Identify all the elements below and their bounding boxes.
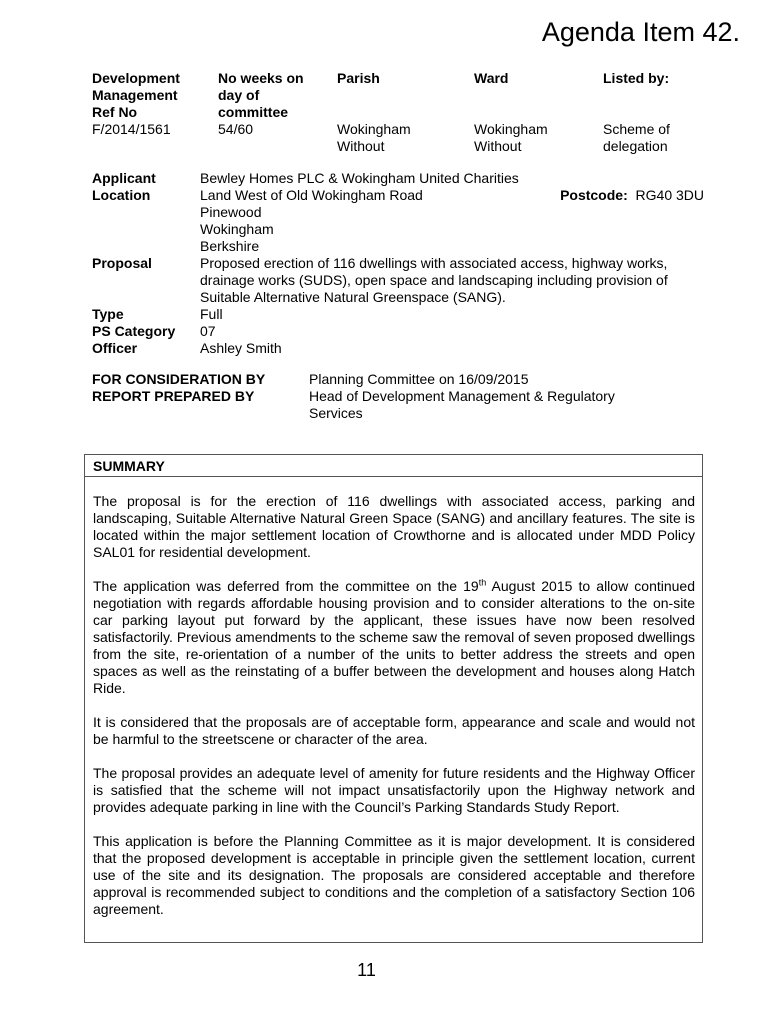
header-heading: Parish [337, 70, 380, 86]
page-number: 11 [357, 960, 376, 980]
consideration-row [92, 371, 712, 388]
header-value: 54/60 [218, 121, 254, 137]
location-label: Location [92, 187, 151, 203]
header-heading: Ward [474, 70, 509, 86]
location-row [92, 187, 712, 255]
summary-title: SUMMARY [85, 455, 702, 477]
summary-paragraph: The proposal is for the erection of 116 dwellings with associated access, parking and landscaping, Suitable Alternative Natural Green Space (SANG) and ancillary features. The site is located within the major settlement location of Crowthorne and is allocated under MDD Policy SAL01 for residential development. [93, 493, 695, 560]
applicant-value: Bewley Homes PLC & Wokingham United Charities [200, 170, 519, 186]
header-heading: Development Management Ref No [92, 70, 180, 120]
application-details [92, 170, 712, 357]
type-row [92, 306, 712, 323]
location-line: Land West of Old Wokingham Road [200, 187, 423, 203]
ps-category-value: 07 [200, 323, 216, 339]
summary-paragraph: The application was deferred from the committee on the 19th August 2015 to allow continued negotiation with regards affordable housing provision and to consider alterations to the on-site car parking layout put forward by the applicant, these issues have now been resolved satisfactorily. Previous amendments to the scheme saw the removal of seven proposed dwellings from the site, re-orientation of a number of the units to better address the streets and open spaces as well as the reinstating of a buffer between the development and houses along Hatch Ride. [93, 577, 696, 696]
report-prepared-value: Head of Development Management & Regulatory Services [309, 388, 615, 421]
summary-paragraph: This application is before the Planning Committee as it is major development. It is considered that the proposed development is acceptable in principle given the settlement location, current use of the site and its designation. The proposals are considered acceptable and therefore approval is recommended subject to conditions and the completion of a satisfactory Section 106 agreement. [93, 833, 695, 917]
proposal-value: Proposed erection of 116 dwellings with associated access, highway works, drainage works (SUDS), open space and landscaping including provision of Suitable Alternative Natural Greenspace (SANG). [200, 255, 668, 305]
consideration-block [92, 371, 712, 422]
header-col-listed-by [603, 70, 670, 155]
type-label: Type [92, 306, 124, 322]
postcode-value: RG40 3DU [635, 187, 704, 203]
agenda-item-heading: Agenda Item 42. [541, 17, 740, 47]
header-col-weeks [218, 70, 304, 138]
header-col-ref [92, 70, 180, 138]
summary-body [85, 477, 702, 918]
type-value: Full [200, 306, 223, 322]
location-line: Berkshire [200, 238, 260, 254]
summary-box [84, 454, 703, 943]
header-col-parish [337, 70, 411, 155]
header-value: F/2014/1561 [92, 121, 171, 137]
applicant-row [92, 170, 712, 187]
for-consideration-value: Planning Committee on 16/09/2015 [309, 371, 529, 387]
header-value: Scheme of delegation [603, 121, 670, 154]
header-value: Wokingham Without [337, 121, 411, 154]
officer-label: Officer [92, 340, 138, 356]
ordinal-superscript: th [478, 577, 487, 588]
for-consideration-label: FOR CONSIDERATION BY [92, 371, 266, 387]
applicant-label: Applicant [92, 170, 156, 186]
officer-row [92, 340, 712, 357]
header-col-ward [474, 70, 548, 155]
header-value: Wokingham Without [474, 121, 548, 154]
header-heading: Listed by: [603, 70, 670, 86]
location-line: Wokingham [200, 221, 274, 237]
officer-value: Ashley Smith [200, 340, 282, 356]
proposal-label: Proposal [92, 255, 152, 271]
summary-paragraph: The proposal provides an adequate level of amenity for future residents and the Highway Officer is satisfied that the scheme will not impact unsatisfactorily upon the Highway network and provides adequate parking in line with the Council’s Parking Standards Study Report. [93, 765, 695, 815]
ps-category-row [92, 323, 712, 340]
report-prepared-label: REPORT PREPARED BY [92, 388, 255, 404]
report-prepared-row [92, 388, 712, 422]
header-heading: No weeks on day of committee [218, 70, 304, 120]
ps-category-label: PS Category [92, 323, 176, 339]
location-line: Pinewood [200, 204, 262, 220]
postcode-label: Postcode: [560, 187, 628, 203]
proposal-row [92, 255, 712, 306]
summary-paragraph: It is considered that the proposals are of acceptable form, appearance and scale and would not be harmful to the streetscene or character of the area. [93, 714, 695, 747]
